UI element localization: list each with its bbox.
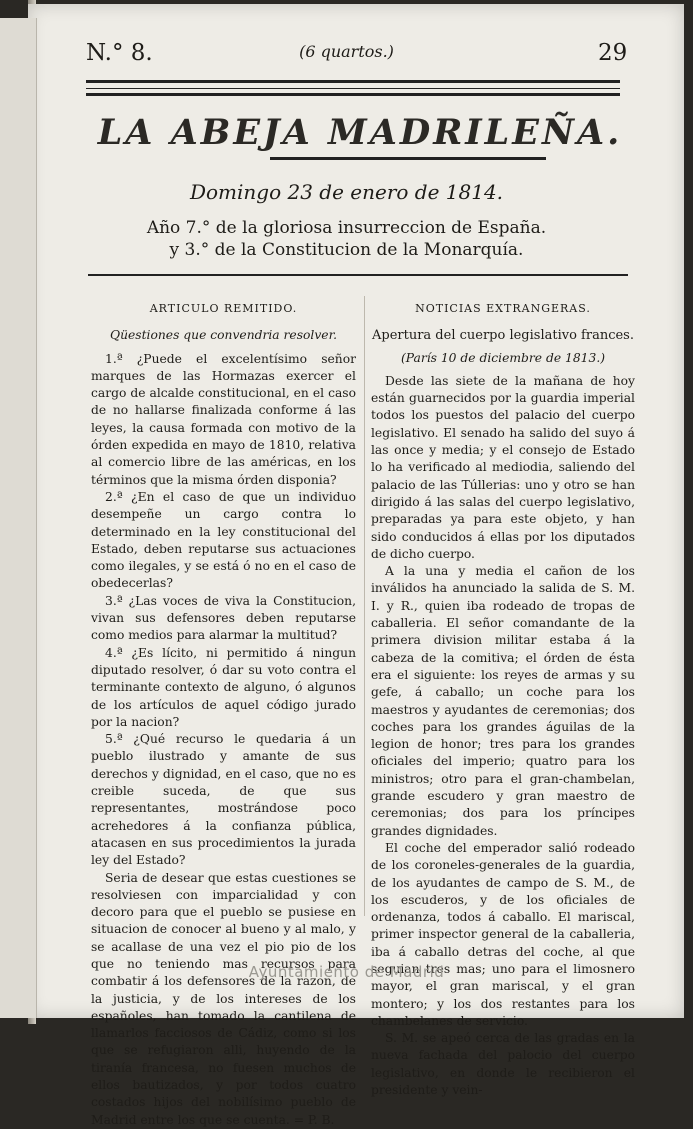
- issue-number: N.° 8.: [86, 40, 153, 66]
- header-rule-bottom: [86, 93, 620, 96]
- article-subtitle: Qüestiones que convendria resolver.: [110, 328, 337, 343]
- article-paragraph: 1.ª ¿Puede el excelentísimo señor marques de las Hormazas exercer el cargo de alcalde constitucional, en el caso de no hallarse finalizada conforme á las leyes, la causa formada con motivo de la órden expedida en mayo de 1810, relativa al comercio libre de las américas, en los términos que la misma órden disponia?: [91, 351, 356, 487]
- left-column: [91, 300, 356, 1129]
- article-paragraph: 3.ª ¿Las voces de viva la Constitucion, vivan sus defensores deben reputarse como medios para alarmar la multitud?: [91, 593, 356, 643]
- column-separator: [364, 296, 365, 916]
- masthead-bottom-rule: [88, 274, 628, 276]
- article-paragraph: 4.ª ¿Es lícito, ni permitido á ningun diputado resolver, ó dar su voto contra el terminante contexto de alguno, ó algunos de los artículos de aquel código jurado por la nacion?: [91, 645, 356, 729]
- section-title-remitido: ARTICULO REMITIDO.: [149, 302, 298, 315]
- news-subtitle: Apertura del cuerpo legislativo frances.: [372, 328, 634, 344]
- page-left-edge: [0, 18, 37, 1018]
- archive-watermark: Ayuntamiento de Madrid: [248, 963, 445, 981]
- news-place-date: (París 10 de diciembre de 1813.): [400, 350, 606, 365]
- page-number: 29: [598, 40, 628, 66]
- header-rule-top: [86, 80, 620, 83]
- news-paragraph: Desde las siete de la mañana de hoy están guarnecidos por la guardia imperial todos los puestos del palacio del cuerpo legislativo. El senado ha salido del suyo á las once y media; y el consejo de Estado lo ha verificado al mediodia, saliendo del palacio de las Túllerias: uno y otro se han dirigido á las salas del cuerpo legislativo, preparadas ya para este objeto, y han sido conducidos á ellas por los diputados de dicho cuerpo.: [371, 373, 635, 561]
- news-paragraph: S. M. se apeó cerca de las gradas en la nueva fachada del palocio del cuerpo legislativo, en donde le recibieron el presidente y vein-: [371, 1031, 635, 1098]
- year-line-1: Año 7.° de la gloriosa insurreccion de España.: [146, 218, 547, 238]
- article-paragraph: Seria de desear que estas cuestiones se resolviesen con imparcialidad y con decoro para que el pueblo se pusiese en situacion de conocer al bueno y al malo, y se acallase de una vez el pio pio de los que no teniendo mas recursos para combatir á los defensores de la razon, de la justicia, y de los intereses de los españoles, han tomado la cantilena de llamarlos facciosos de Cádiz, como si los que se refugiaron alli, huyendo de la tiranía francesa, no fuesen muchos de ellos bautizados, y por todos cuatro costados hijos del nobilísimo pueblo de Madrid entre los que se cuenta. = P. B.: [91, 870, 356, 1127]
- section-title-noticias: NOTICIAS EXTRANGERAS.: [415, 302, 591, 315]
- news-paragraph: El coche del emperador salió rodeado de los coroneles-generales de la guardia, de los ayudantes de campo de S. M., de los escuderos, y de los oficiales de ordenanza, todos á caballo. El mariscal, primer inspector general de la caballeria, iba á caballo detras del coche, al que seguian tres mas; uno para el limosnero mayor, el gran mariscal, y el gran montero; y los dos restantes para los chambelanes de servicio.: [371, 840, 635, 1028]
- issue-date: Domingo 23 de enero de 1814.: [189, 180, 504, 204]
- header-rule-mid: [86, 88, 620, 89]
- article-paragraph: 5.ª ¿Qué recurso le quedaria á un pueblo ilustrado y amante de sus derechos y dignidad, en el caso, que no es creible suceda, de que sus representantes, mostrándose poco acrehedores á la confianza pública, atacasen en sus procedimientos la jurada ley del Estado?: [91, 732, 356, 868]
- masthead-rule: [270, 157, 546, 160]
- issue-price: (6 quartos.): [299, 42, 394, 61]
- news-paragraph: A la una y media el cañon de los inválidos ha anunciado la salida de S. M. I. y R., quien iba rodeado de tropas de caballeria. El señor comandante de la primera division militar estaba á la cabeza de la comitiva; el órden de ésta era el siguiente: los reyes de armas y su gefe, á caballo; un coche para los maestros y ayudantes de ceremonias; dos coches para los grandes águilas de la legion de honor; tres para los grandes oficiales del imperio; quatro para los ministros; otro para el gran-chambelan, grande escudero y gran maestro de ceremonias; dos para los príncipes grandes dignidades.: [371, 564, 635, 838]
- year-line-2: y 3.° de la Constitucion de la Monarquía.: [169, 240, 524, 260]
- newspaper-title: LA ABEJA MADRILEÑA.: [97, 112, 623, 153]
- article-paragraph: 2.ª ¿En el caso de que un individuo desempeñe un cargo contra lo determinado en la ley constitucional del Estado, deben reputarse sus actuaciones como ilegales, y se está ó no en el caso de obedecerlas?: [91, 489, 356, 591]
